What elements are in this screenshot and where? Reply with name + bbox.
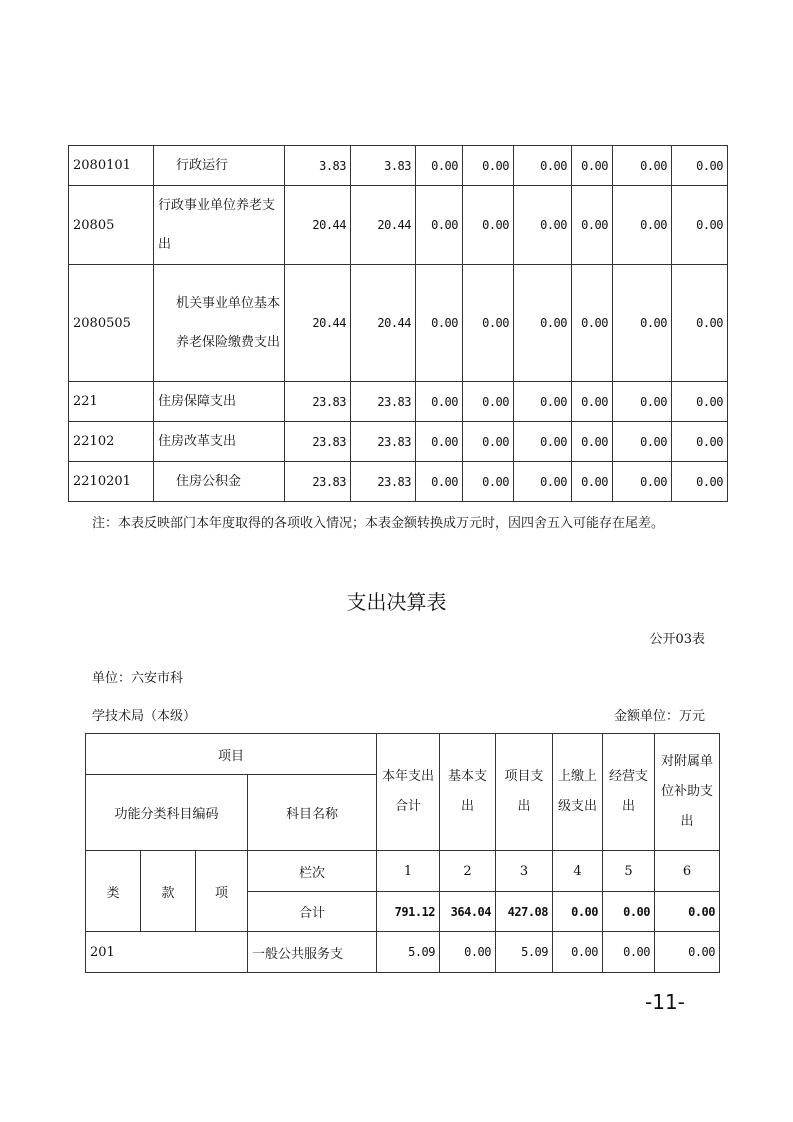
header-code: 功能分类科目编码 bbox=[86, 775, 248, 851]
row-value: 0.00 bbox=[572, 462, 613, 502]
row-value: 0.00 bbox=[514, 422, 572, 462]
row-value: 5.09 bbox=[496, 932, 553, 973]
row-value: 0.00 bbox=[553, 932, 603, 973]
row-value: 0.00 bbox=[416, 382, 463, 422]
header-kuan: 款 bbox=[141, 851, 196, 932]
header-col-total: 本年支出合计 bbox=[377, 734, 440, 851]
total-value: 0.00 bbox=[603, 892, 655, 932]
row-value: 0.00 bbox=[463, 422, 514, 462]
unit-label-cont: 学技术局（本级） bbox=[92, 709, 197, 724]
col-num: 3 bbox=[496, 851, 553, 892]
row-value: 0.00 bbox=[613, 186, 672, 265]
row-value: 0.00 bbox=[463, 382, 514, 422]
row-code: 20805 bbox=[69, 186, 154, 265]
income-table bbox=[68, 145, 728, 502]
form-number: 公开03表 bbox=[649, 632, 705, 647]
row-value: 0.00 bbox=[613, 382, 672, 422]
row-value: 0.00 bbox=[613, 462, 672, 502]
row-value: 3.83 bbox=[285, 146, 351, 186]
unit-label: 单位：六安市科 bbox=[92, 671, 184, 686]
row-value: 0.00 bbox=[514, 146, 572, 186]
row-name: 机关事业单位基本养老保险缴费支出 bbox=[154, 265, 285, 382]
total-value: 791.12 bbox=[377, 892, 440, 932]
row-value: 0.00 bbox=[416, 265, 463, 382]
col-num: 4 bbox=[553, 851, 603, 892]
row-value: 0.00 bbox=[416, 422, 463, 462]
row-value: 23.83 bbox=[351, 422, 416, 462]
table-row bbox=[69, 265, 728, 382]
row-value: 0.00 bbox=[572, 146, 613, 186]
amount-unit: 金额单位：万元 bbox=[613, 709, 705, 724]
row-value: 0.00 bbox=[655, 932, 720, 973]
header-xiang: 项 bbox=[196, 851, 248, 932]
row-value: 23.83 bbox=[351, 462, 416, 502]
row-value: 0.00 bbox=[514, 382, 572, 422]
row-value: 0.00 bbox=[440, 932, 496, 973]
header-lei: 类 bbox=[86, 851, 141, 932]
col-num: 2 bbox=[440, 851, 496, 892]
row-value: 0.00 bbox=[416, 186, 463, 265]
table-row bbox=[69, 422, 728, 462]
row-value: 0.00 bbox=[463, 146, 514, 186]
total-value: 0.00 bbox=[553, 892, 603, 932]
row-value: 0.00 bbox=[572, 265, 613, 382]
table-row bbox=[86, 932, 720, 973]
row-value: 0.00 bbox=[672, 422, 728, 462]
col-num: 6 bbox=[655, 851, 720, 892]
header-project: 项目 bbox=[86, 734, 377, 775]
table-row bbox=[69, 382, 728, 422]
row-value: 23.83 bbox=[351, 382, 416, 422]
row-value: 0.00 bbox=[572, 382, 613, 422]
row-value: 0.00 bbox=[514, 186, 572, 265]
table-row bbox=[69, 146, 728, 186]
expenditure-table bbox=[85, 733, 720, 973]
header-subject: 科目名称 bbox=[248, 775, 377, 851]
row-value: 0.00 bbox=[416, 462, 463, 502]
table-row bbox=[69, 186, 728, 265]
row-value: 0.00 bbox=[613, 265, 672, 382]
header-col-remit: 上缴上级支出 bbox=[553, 734, 603, 851]
row-value: 23.83 bbox=[285, 382, 351, 422]
page-title: 支出决算表 bbox=[346, 590, 447, 614]
row-name: 住房改革支出 bbox=[154, 422, 285, 462]
row-value: 20.44 bbox=[285, 265, 351, 382]
row-value: 20.44 bbox=[351, 186, 416, 265]
row-value: 0.00 bbox=[463, 186, 514, 265]
row-value: 20.44 bbox=[351, 265, 416, 382]
header-col-operating: 经营支出 bbox=[603, 734, 655, 851]
row-name: 行政事业单位养老支出 bbox=[154, 186, 285, 265]
row-code: 221 bbox=[69, 382, 154, 422]
row-value: 5.09 bbox=[377, 932, 440, 973]
header-col-subsidy: 对附属单位补助支出 bbox=[655, 734, 720, 851]
total-value: 427.08 bbox=[496, 892, 553, 932]
total-value: 364.04 bbox=[440, 892, 496, 932]
row-value: 0.00 bbox=[672, 265, 728, 382]
total-label: 合计 bbox=[248, 892, 377, 932]
row-value: 20.44 bbox=[285, 186, 351, 265]
row-value: 0.00 bbox=[416, 146, 463, 186]
row-name: 住房公积金 bbox=[154, 462, 285, 502]
row-value: 0.00 bbox=[603, 932, 655, 973]
row-name: 住房保障支出 bbox=[154, 382, 285, 422]
row-value: 0.00 bbox=[572, 422, 613, 462]
header-col-project: 项目支出 bbox=[496, 734, 553, 851]
col-num: 1 bbox=[377, 851, 440, 892]
header-lanci: 栏次 bbox=[248, 851, 377, 892]
row-name: 行政运行 bbox=[154, 146, 285, 186]
row-value: 0.00 bbox=[463, 265, 514, 382]
row-code: 22102 bbox=[69, 422, 154, 462]
table-row bbox=[69, 462, 728, 502]
header-col-basic: 基本支出 bbox=[440, 734, 496, 851]
row-code: 201 bbox=[86, 932, 248, 973]
row-value: 0.00 bbox=[613, 422, 672, 462]
row-value: 0.00 bbox=[514, 265, 572, 382]
row-value: 0.00 bbox=[672, 462, 728, 502]
row-value: 0.00 bbox=[672, 146, 728, 186]
page-number: -11- bbox=[645, 990, 685, 1014]
row-value: 0.00 bbox=[672, 186, 728, 265]
col-num: 5 bbox=[603, 851, 655, 892]
table-note: 注：本表反映部门本年度取得的各项收入情况；本表金额转换成万元时，因四舍五入可能存在尾差。 bbox=[92, 516, 665, 531]
row-code: 2210201 bbox=[69, 462, 154, 502]
row-value: 0.00 bbox=[672, 382, 728, 422]
row-value: 0.00 bbox=[613, 146, 672, 186]
row-code: 2080505 bbox=[69, 265, 154, 382]
row-value: 0.00 bbox=[514, 462, 572, 502]
row-value: 0.00 bbox=[463, 462, 514, 502]
row-value: 23.83 bbox=[285, 422, 351, 462]
row-name: 一般公共服务支 bbox=[248, 932, 377, 973]
total-value: 0.00 bbox=[655, 892, 720, 932]
row-value: 0.00 bbox=[572, 186, 613, 265]
row-code: 2080101 bbox=[69, 146, 154, 186]
row-value: 23.83 bbox=[285, 462, 351, 502]
row-value: 3.83 bbox=[351, 146, 416, 186]
